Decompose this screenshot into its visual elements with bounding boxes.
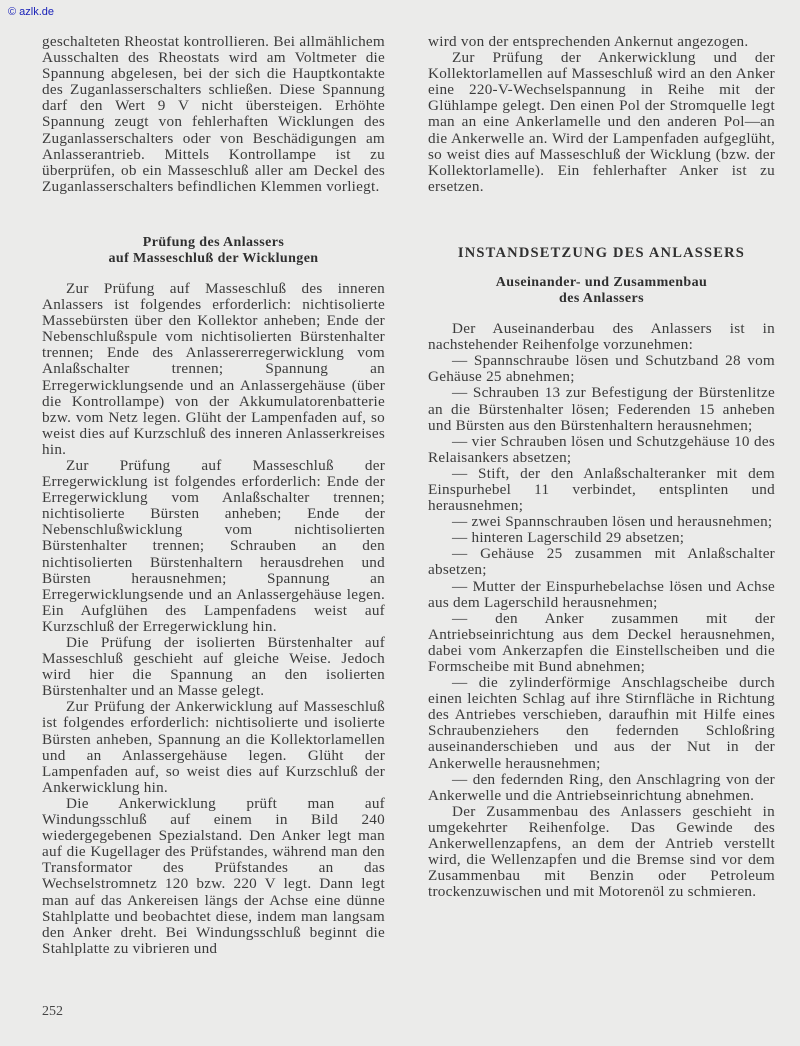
paragraph: Die Ankerwicklung prüft man auf Windungsschluß auf einem in Bild 240 wiedergegebenen Spezialstand. Den Anker legt man auf die Kugellager des Prüfstandes, während man den Transformator des Prüfstandes an das Wechselstromnetz 120 bzw. 220 V legt. Dann legt man auf das Ankereisen längs der Achse eine dünne Stahlplatte und beobachtet diese, indem man langsam den Anker dreht. Bei Windungsschluß beginnt die Stahlplatte zu vibrieren und [42,794,385,957]
step-item: — den Anker zusammen mit der Antriebseinrichtung aus dem Deckel herausnehmen, dabei vom Ankerzapfen die Einstellscheiben und die Formscheibe mit Bund abnehmen; [428,609,775,675]
page-number: 252 [42,1004,63,1019]
section-heading [428,275,775,307]
disassembly-intro: Der Auseinanderbau des Anlassers ist in nachstehender Reihenfolge vorzunehmen: [428,320,775,354]
paragraph: Zur Prüfung auf Masseschluß des inneren Anlassers ist folgendes erforderlich: nichtisolierte Massebürsten über den Kollektor anheben; Ende der Nebenschlußspule vom nichtisolierten Bürstenhalter trennen; Ende des Anlassererregerwicklung vom Anlaßschalter trennen; Spannung an Erregerwicklungsende und an Anlassergehäuse (über die Kontrollampe) von der Akkumulatorenbatterie bzw. vom Netz legen. Glüht der Lampenfaden auf, so weist dies auf Kurzschluß des inneren Anlasserkreises hin. [42,279,385,458]
paragraph: Zur Prüfung der Ankerwicklung auf Masseschluß ist folgendes erforderlich: nichtisolierte und isolierte Bürsten anheben, Spannung an die Kollektorlamellen und an Anlassergehäuse legen. Glüht der Lampenfaden auf, so weist dies auf Kurzschluß der Ankerwicklung hin. [42,698,385,796]
continued-paragraph: wird von der entsprechenden Ankernut angezogen. [428,33,749,50]
watermark: © azlk.de [8,6,55,18]
assembly-paragraph: Der Zusammenbau des Anlassers geschieht in umgekehrter Reihenfolge. Das Gewinde des Ankerwellenzapfens, an dem der Antrieb verstellt wird, die Wellenzapfen und die Bremse sind vor dem Zusammenbau mit Benzin oder Petroleum trockenzuwischen und mit Motorenöl zu schmieren. [428,802,775,901]
section-heading-line-1: Prüfung des Anlassers [142,234,285,250]
step-item: — Schrauben 13 zur Befestigung der Bürstenlitze an die Bürstenhalter lösen; Federenden 15 anheben und Bürsten aus den Bürstenhaltern herausnehmen; [428,384,775,434]
section-heading-line-2: auf Masseschluß der Wicklungen [108,250,319,266]
step-item: — Spannschraube lösen und Schutzband 28 vom Gehäuse 25 abnehmen; [428,352,775,386]
paragraph: Die Prüfung der isolierten Bürstenhalter auf Masseschluß geschieht auf gleiche Weise. Jedoch wird hier die Spannung an den isolierten Bürstenhalter und an Masse gelegt. [42,634,385,700]
step-item: — die zylinderförmige Anschlagscheibe durch einen leichten Schlag auf ihre Stirnfläche in Richtung des Antriebes verschieben, daraufhin mit Hilfe eines Schraubenziehers den federnden Schloßring auseinanderschieben und aus der Nut in der Ankerwelle herausnehmen; [428,674,775,772]
step-item: — Mutter der Einspurhebelachse lösen und Achse aus dem Lagerschild herausnehmen; [428,577,775,611]
section-heading-line-2: des Anlassers [559,291,644,307]
step-item: — Stift, der den Anlaßschalteranker mit dem Einspurhebel 11 verbindet, entsplinten und herausnehmen; [428,464,775,515]
step-item: — vier Schrauben lösen und Schutzgehäuse 10 des Relaisankers absetzen; [428,432,775,466]
right-column [428,34,775,900]
section-heading [42,235,385,267]
step-item: — hinteren Lagerschild 29 absetzen; [452,529,685,547]
step-item: — den federnden Ring, den Anschlagring von der Ankerwelle und die Antriebseinrichtung abnehmen. [428,770,775,804]
paragraph: Zur Prüfung auf Masseschluß der Erregerwicklung ist folgendes erforderlich: Ende der Erregerwicklung vom Anlaßschalter trennen; nichtisolierte Bürsten anheben; Ende der Nebenschlußwicklung vom nichtisolierten Bürstenhalter trennen; Schrauben an den nichtisolierten Bürstenhaltern herausdrehen und Bürsten herausnehmen; Spannung an Erregerwicklungsende und an Anlassergehäuse legen. Ein Aufglühen des Lampenfadens weist auf Kurzschluß der Erregerwicklung hin. [42,456,385,635]
paragraph: Zur Prüfung der Ankerwicklung und der Kollektorlamellen auf Masseschluß wird an den Anker eine 220-V-Wechselspannung in Reihe mit der Glühlampe gelegt. Den einen Pol der Stromquelle legt man an eine Ankerlamelle und den anderen Pol—an die Ankerwelle an. Wird der Lampenfaden aufgeglüht, so weist dies auf Masseschluß der Wicklung (bzw. der Kollektorlamelle). Ein fehlerhafter Anker ist zu ersetzen. [428,49,775,195]
left-column [42,34,385,957]
step-item: — zwei Spannschrauben lösen und herausnehmen; [452,513,773,531]
section-heading-line-1: Auseinander- und Zusammenbau [495,275,708,291]
continued-paragraph: geschalteten Rheostat kontrollieren. Bei allmählichem Ausschalten des Rheostats wird am Voltmeter die Spannung abgelesen, bei der sich die Hauptkontakte des Zuganlasserschalters schließen. Diese Spannung darf den Wert 9 V nicht übersteigen. Erhöhte Spannung zeugt von fehlerhaften Wicklungen des Zuganlasserschalters oder von Beschädigungen am Anlasserantrieb. Mittels Kontrollampe ist zu überprüfen, ob ein Masseschluß aller am Deckel des Zuganlasserschalters befindlichen Klemmen vorliegt. [42,33,385,195]
step-item: — Gehäuse 25 zusammen mit Anlaßschalter absetzen; [428,545,775,579]
chapter-heading: INSTANDSETZUNG DES ANLASSERS [457,244,746,261]
